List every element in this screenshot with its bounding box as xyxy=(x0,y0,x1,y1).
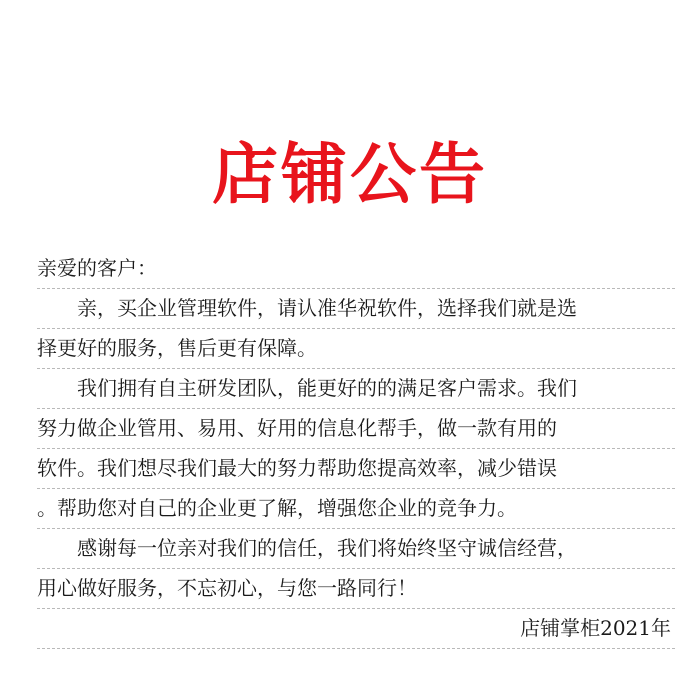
body-line-3: 我们拥有自主研发团队，能更好的的满足客户需求。我们 xyxy=(37,369,675,409)
body-line-7: 感谢每一位亲对我们的信任，我们将始终坚守诚信经营， xyxy=(37,529,675,569)
body-line-6: 。帮助您对自己的企业更了解，增强您企业的竞争力。 xyxy=(37,489,675,529)
body-line-1: 亲，买企业管理软件，请认准华祝软件，选择我们就是选 xyxy=(37,289,675,329)
notice-card xyxy=(7,7,693,693)
greeting-line: 亲爱的客户： xyxy=(37,249,675,289)
notice-title: 店铺公告 xyxy=(212,136,488,213)
body-line-4: 努力做企业管用、易用、好用的信息化帮手，做一款有用的 xyxy=(37,409,675,449)
signature-line: 店铺掌柜2021年 xyxy=(37,609,675,649)
body-line-8: 用心做好服务，不忘初心，与您一路同行！ xyxy=(37,569,675,609)
body-line-5: 软件。我们想尽我们最大的努力帮助您提高效率，减少错误 xyxy=(37,449,675,489)
body-line-2: 择更好的服务，售后更有保障。 xyxy=(37,329,675,369)
notice-body xyxy=(37,249,675,649)
